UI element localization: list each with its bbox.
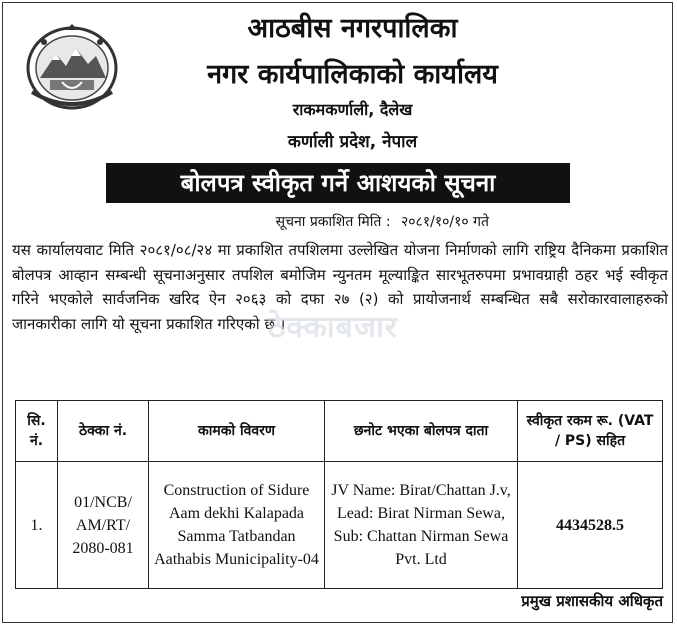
bid-table [15, 400, 663, 589]
table-header-row [16, 401, 663, 462]
watermark-logo: ठेक्काबजार [268, 310, 399, 345]
col-contract-no: ठेक्का नं. [58, 401, 149, 462]
col-work-description: कामको विवरण [149, 401, 325, 462]
cell-approved-amount: 4434528.5 [518, 462, 663, 589]
office-address: राकमकर्णाली, दैलेख [292, 100, 413, 119]
col-approved-amount: स्वीकृत रकम रू. (VAT / PS) सहित [518, 401, 663, 462]
cell-selected-bidder: JV Name: Birat/Chattan J.v, Lead: Birat Nirman Sewa, Sub: Chattan Nirman Sewa Pvt. Ltd [325, 462, 518, 589]
signer-title: प्रमुख प्रशासकीय अधिकृत [521, 592, 663, 610]
municipality-name: आठबीस नगरपालिका [247, 13, 458, 44]
cell-contract-no: 01/NCB/ AM/RT/ 2080-081 [58, 462, 149, 589]
office-name: नगर कार्यपालिकाको कार्यालय [207, 59, 498, 90]
cell-work-description: Construction of Sidure Aam dekhi Kalapada Samma Tatbandan Aathabis Municipality-04 [149, 462, 325, 589]
table-row [16, 462, 663, 589]
publish-date-label: सूचना प्रकाशित मिति : [275, 214, 391, 230]
publish-date-value: २०८१/१०/१० गते [401, 214, 489, 230]
col-sn: सि. नं. [16, 401, 58, 462]
notice-body: यस कार्यालयवाट मिति २०८१/०८/२४ मा प्रकाशित तपशिलमा उल्लेखित योजना निर्माणको लागि राष्ट्रिय दैनिकमा प्रकाशित बोलपत्र आव्हान सम्बन्धी सूचनाअनुसार तपशिल बमोजिम न्युनतम मूल्याङ्कित सारभूतरुपमा प्रभावग्राही ठहर भई स्वीकृत गरिने भएकोले सार्वजनिक खरिद ऐन २०६३ को दफा २७ (२) को प्रायोजनार्थ सम्बन्धित सबै सरोकारवालाहरुको जानकारीका लागि यो सूचना प्रकाशित गरिएको छ । [12, 241, 668, 333]
province-country: कर्णाली प्रदेश, नेपाल [287, 132, 418, 152]
notice-title: बोलपत्र स्वीकृत गर्ने आशयको सूचना [106, 163, 570, 203]
col-selected-bidder: छनोट भएका बोलपत्र दाता [325, 401, 518, 462]
publish-date-line [270, 212, 489, 231]
cell-sn: 1. [16, 462, 58, 589]
